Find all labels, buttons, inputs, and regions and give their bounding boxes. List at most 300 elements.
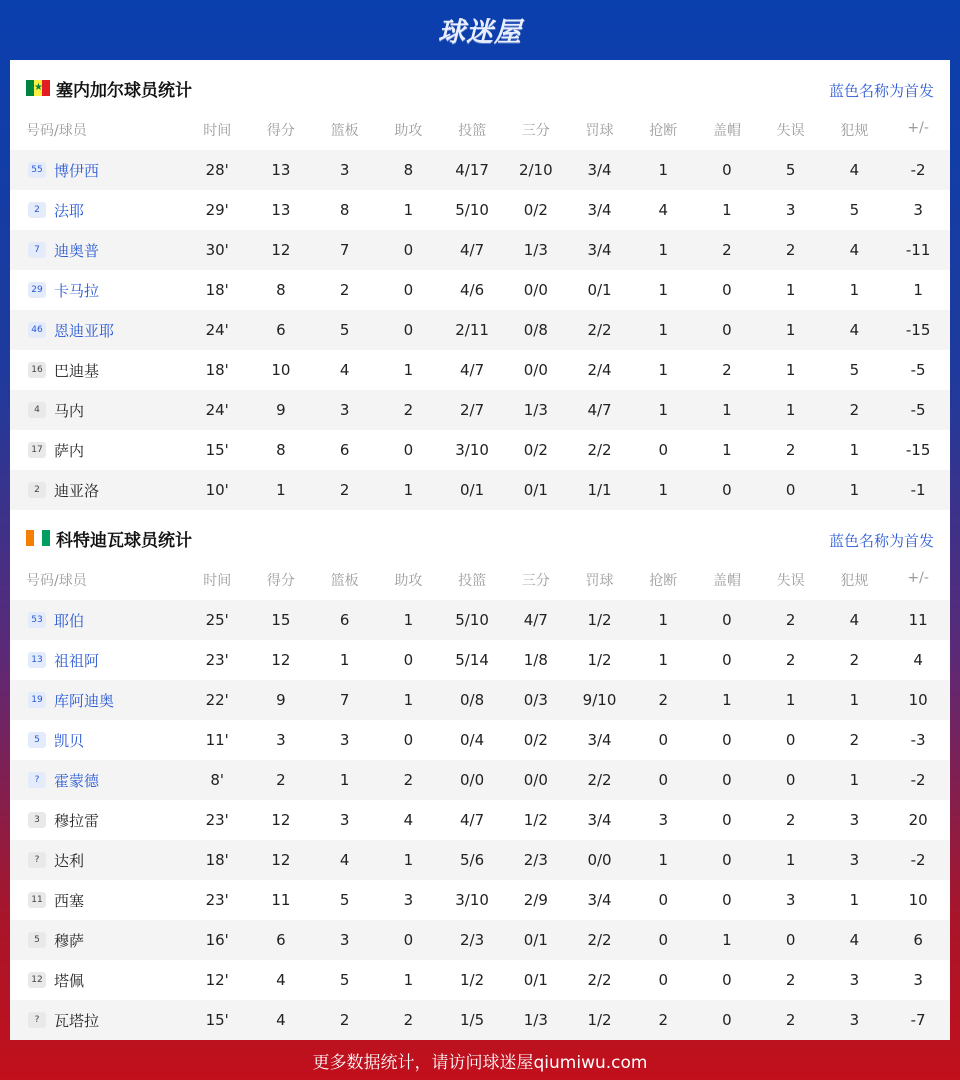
table-header-row xyxy=(10,118,950,150)
stat-cell: 3/4 xyxy=(568,800,632,840)
team-title: 塞内加尔球员统计 xyxy=(56,81,192,101)
table-row xyxy=(10,310,950,350)
player-cell xyxy=(10,640,185,680)
jersey-number-badge: 53 xyxy=(28,612,46,628)
stat-cell: 0/0 xyxy=(504,350,568,390)
stat-cell: 5/10 xyxy=(440,600,504,640)
stat-cell: 18' xyxy=(185,270,249,310)
stat-cell: 2 xyxy=(313,270,377,310)
stat-cell: 25' xyxy=(185,600,249,640)
stat-cell: 1 xyxy=(759,680,823,720)
stat-cell: 1 xyxy=(249,470,313,510)
stat-cell: 11 xyxy=(249,880,313,920)
player-name-link[interactable]: 法耶 xyxy=(54,201,85,220)
table-row xyxy=(10,960,950,1000)
player-cell xyxy=(10,190,185,230)
stat-cell: 2 xyxy=(823,390,887,430)
player-stats-table xyxy=(10,118,950,510)
jersey-number-badge: 19 xyxy=(28,692,46,708)
flag-star-icon: ★ xyxy=(34,82,43,93)
flag-stripe xyxy=(26,80,34,96)
stat-cell: 0/8 xyxy=(504,310,568,350)
team-flag-icon xyxy=(26,80,50,96)
stat-cell: 18' xyxy=(185,840,249,880)
stat-cell: 15' xyxy=(185,430,249,470)
stat-cell: 3 xyxy=(313,720,377,760)
jersey-number-badge: 7 xyxy=(28,242,46,258)
stat-cell: 0 xyxy=(759,470,823,510)
stat-cell: 2 xyxy=(631,1000,695,1040)
jersey-number-badge: 55 xyxy=(28,162,46,178)
stat-cell: -2 xyxy=(886,150,950,190)
stat-cell: 1 xyxy=(695,390,759,430)
stat-cell: 0/0 xyxy=(504,760,568,800)
stat-cell: 28' xyxy=(185,150,249,190)
stat-cell: 1 xyxy=(823,270,887,310)
stat-cell: 1/5 xyxy=(440,1000,504,1040)
jersey-number-badge: 3 xyxy=(28,812,46,828)
stat-cell: 2 xyxy=(377,1000,441,1040)
stat-cell: 5/10 xyxy=(440,190,504,230)
column-header: 盖帽 xyxy=(712,573,741,589)
stat-cell: 0 xyxy=(695,840,759,880)
stat-cell: 4 xyxy=(631,190,695,230)
stat-cell: 2 xyxy=(759,600,823,640)
stat-cell: 7 xyxy=(313,230,377,270)
table-row xyxy=(10,840,950,880)
player-name-link[interactable]: 穆拉雷 xyxy=(54,811,100,830)
stat-cell: 1 xyxy=(823,760,887,800)
player-cell xyxy=(10,310,185,350)
stat-cell: 1 xyxy=(823,430,887,470)
column-header: 失误 xyxy=(776,573,805,589)
player-cell xyxy=(10,350,185,390)
column-header: 助攻 xyxy=(394,573,423,589)
player-name-link[interactable]: 迪亚洛 xyxy=(54,481,100,500)
stat-cell: 11 xyxy=(886,600,950,640)
table-row xyxy=(10,150,950,190)
player-cell xyxy=(10,470,185,510)
stat-cell: 1/3 xyxy=(504,1000,568,1040)
stat-cell: 3 xyxy=(313,920,377,960)
stat-cell: 3/4 xyxy=(568,720,632,760)
column-header: 号码/球员 xyxy=(26,123,87,139)
stat-cell: 3/4 xyxy=(568,880,632,920)
table-row xyxy=(10,230,950,270)
stat-cell: 3 xyxy=(631,800,695,840)
stat-cell: 3 xyxy=(759,880,823,920)
stat-cell: 1/2 xyxy=(440,960,504,1000)
stat-cell: 2 xyxy=(377,390,441,430)
table-row xyxy=(10,600,950,640)
stat-cell: 0 xyxy=(695,470,759,510)
stat-cell: 4 xyxy=(249,1000,313,1040)
column-header: +/- xyxy=(907,570,929,586)
stat-cell: 1 xyxy=(631,470,695,510)
stat-cell: 1/2 xyxy=(568,600,632,640)
stat-cell: 2 xyxy=(759,1000,823,1040)
stat-cell: 9 xyxy=(249,390,313,430)
player-name-link[interactable]: 恩迪亚耶 xyxy=(54,321,115,340)
table-row xyxy=(10,640,950,680)
stat-cell: 0 xyxy=(631,720,695,760)
stat-cell: 30' xyxy=(185,230,249,270)
stat-cell: 2 xyxy=(377,760,441,800)
stat-cell: 1/8 xyxy=(504,640,568,680)
stat-cell: 1 xyxy=(377,190,441,230)
column-header: 犯规 xyxy=(840,123,869,139)
stat-cell: 2 xyxy=(695,350,759,390)
stat-cell: 2/2 xyxy=(568,960,632,1000)
stat-cell: 1/2 xyxy=(568,640,632,680)
column-header: 三分 xyxy=(521,573,550,589)
column-header: 罚球 xyxy=(585,573,614,589)
table-row xyxy=(10,1000,950,1040)
stat-cell: 4/7 xyxy=(440,230,504,270)
player-name-link[interactable]: 马内 xyxy=(54,401,85,420)
jersey-number-badge: 46 xyxy=(28,322,46,338)
player-cell xyxy=(10,270,185,310)
stat-cell: 4 xyxy=(249,960,313,1000)
column-header: 投篮 xyxy=(458,573,487,589)
stat-cell: 1 xyxy=(631,840,695,880)
stat-cell: 0/2 xyxy=(504,430,568,470)
stat-cell: 1/3 xyxy=(504,230,568,270)
stat-cell: 3 xyxy=(823,800,887,840)
stat-cell: 3/4 xyxy=(568,230,632,270)
stat-cell: 3 xyxy=(377,880,441,920)
stat-cell: 1 xyxy=(377,840,441,880)
stat-cell: 8 xyxy=(313,190,377,230)
stat-cell: 5/14 xyxy=(440,640,504,680)
stat-cell: 29' xyxy=(185,190,249,230)
stat-cell: 2 xyxy=(631,680,695,720)
stat-cell: 5 xyxy=(823,350,887,390)
stat-cell: 2/9 xyxy=(504,880,568,920)
stat-cell: 22' xyxy=(185,680,249,720)
column-header: 抢断 xyxy=(649,123,678,139)
stat-cell: 1 xyxy=(377,960,441,1000)
flag-stripe xyxy=(42,530,50,546)
stat-cell: 24' xyxy=(185,310,249,350)
player-cell xyxy=(10,800,185,840)
stat-cell: 2 xyxy=(759,430,823,470)
player-cell xyxy=(10,150,185,190)
stat-cell: 0 xyxy=(377,920,441,960)
stat-cell: 2/11 xyxy=(440,310,504,350)
table-row xyxy=(10,390,950,430)
stat-cell: 3 xyxy=(313,800,377,840)
stat-cell: 10 xyxy=(886,880,950,920)
player-cell xyxy=(10,880,185,920)
stat-cell: 1/1 xyxy=(568,470,632,510)
stat-cell: 0 xyxy=(631,760,695,800)
team-header xyxy=(10,510,950,568)
stat-cell: 0/1 xyxy=(504,470,568,510)
player-name-link[interactable]: 瓦塔拉 xyxy=(54,1011,100,1030)
stat-cell: 2 xyxy=(759,230,823,270)
stat-cell: 10 xyxy=(249,350,313,390)
stat-cell: 8 xyxy=(377,150,441,190)
column-header: 篮板 xyxy=(330,123,359,139)
stat-cell: 0 xyxy=(695,310,759,350)
stat-cell: 8 xyxy=(249,430,313,470)
stat-cell: 4 xyxy=(823,920,887,960)
stat-cell: 12 xyxy=(249,800,313,840)
jersey-number-badge: 13 xyxy=(28,652,46,668)
stat-cell: 0 xyxy=(759,920,823,960)
table-row xyxy=(10,190,950,230)
stat-cell: 4/6 xyxy=(440,270,504,310)
player-cell xyxy=(10,720,185,760)
stat-cell: 1 xyxy=(823,470,887,510)
jersey-number-badge: 12 xyxy=(28,972,46,988)
stat-cell: 1 xyxy=(377,680,441,720)
stat-cell: 0/2 xyxy=(504,190,568,230)
stat-cell: 6 xyxy=(249,920,313,960)
stat-cell: 4 xyxy=(313,840,377,880)
stat-cell: 4 xyxy=(823,600,887,640)
stat-cell: 5 xyxy=(313,880,377,920)
stat-cell: 1 xyxy=(823,880,887,920)
stat-cell: 1 xyxy=(631,640,695,680)
stat-cell: 4/7 xyxy=(568,390,632,430)
stat-cell: 2/3 xyxy=(504,840,568,880)
stat-cell: 4 xyxy=(823,150,887,190)
stat-cell: 9 xyxy=(249,680,313,720)
player-name-link[interactable]: 库阿迪奥 xyxy=(54,691,115,710)
stat-cell: 23' xyxy=(185,640,249,680)
stat-cell: 23' xyxy=(185,800,249,840)
player-cell xyxy=(10,600,185,640)
stat-cell: 2 xyxy=(759,640,823,680)
stat-cell: 1 xyxy=(631,310,695,350)
column-header: +/- xyxy=(907,120,929,136)
player-name-link[interactable]: 巴迪基 xyxy=(54,361,100,380)
column-header: 号码/球员 xyxy=(26,573,87,589)
stat-cell: 2/2 xyxy=(568,310,632,350)
stat-cell: 0/1 xyxy=(568,270,632,310)
stat-cell: 3 xyxy=(886,190,950,230)
player-cell xyxy=(10,1000,185,1040)
stat-cell: 2 xyxy=(313,470,377,510)
column-header: 犯规 xyxy=(840,573,869,589)
site-logo[interactable]: 球迷屋 xyxy=(438,16,522,48)
stat-cell: 3 xyxy=(823,840,887,880)
stat-cell: 12 xyxy=(249,840,313,880)
stat-cell: 3 xyxy=(823,960,887,1000)
player-cell xyxy=(10,680,185,720)
stat-cell: 0 xyxy=(695,640,759,680)
stat-cell: 3 xyxy=(249,720,313,760)
flag-stripe xyxy=(34,530,42,546)
stat-cell: 1 xyxy=(695,430,759,470)
player-name-link[interactable]: 霍蒙德 xyxy=(54,771,100,790)
stat-cell: 1 xyxy=(631,230,695,270)
table-row xyxy=(10,470,950,510)
jersey-number-badge: 16 xyxy=(28,362,46,378)
player-name-link[interactable]: 凯贝 xyxy=(54,731,85,750)
stat-cell: 6 xyxy=(249,310,313,350)
stat-cell: 5 xyxy=(759,150,823,190)
stat-cell: 0/0 xyxy=(504,270,568,310)
stat-cell: 5/6 xyxy=(440,840,504,880)
stat-cell: 4 xyxy=(886,640,950,680)
stat-cell: 2/3 xyxy=(440,920,504,960)
player-cell xyxy=(10,920,185,960)
stat-cell: 0/3 xyxy=(504,680,568,720)
stat-cell: 2/2 xyxy=(568,920,632,960)
player-name-link[interactable]: 祖祖阿 xyxy=(54,651,100,670)
jersey-number-badge: 29 xyxy=(28,282,46,298)
stat-cell: 1 xyxy=(631,350,695,390)
stat-cell: 10' xyxy=(185,470,249,510)
table-row xyxy=(10,430,950,470)
stat-cell: 3/4 xyxy=(568,190,632,230)
stat-cell: 3/10 xyxy=(440,880,504,920)
stat-cell: 5 xyxy=(313,310,377,350)
table-row xyxy=(10,760,950,800)
stat-cell: 0/1 xyxy=(440,470,504,510)
stat-cell: 18' xyxy=(185,350,249,390)
stat-cell: 6 xyxy=(313,600,377,640)
stat-cell: 0 xyxy=(695,760,759,800)
stat-cell: 0/0 xyxy=(440,760,504,800)
stat-cell: -5 xyxy=(886,390,950,430)
stat-cell: 2 xyxy=(249,760,313,800)
stat-cell: 0 xyxy=(377,230,441,270)
stat-cell: 1 xyxy=(313,760,377,800)
column-header: 抢断 xyxy=(649,573,678,589)
table-row xyxy=(10,350,950,390)
stat-cell: 16' xyxy=(185,920,249,960)
team-title: 科特迪瓦球员统计 xyxy=(56,531,192,551)
stat-cell: 1 xyxy=(377,600,441,640)
column-header: 盖帽 xyxy=(712,123,741,139)
column-header: 时间 xyxy=(203,123,232,139)
player-cell xyxy=(10,430,185,470)
flag-stripe xyxy=(42,80,50,96)
stat-cell: 3/4 xyxy=(568,150,632,190)
team-header xyxy=(10,60,950,118)
stat-cell: -15 xyxy=(886,310,950,350)
stat-cell: 6 xyxy=(886,920,950,960)
table-row xyxy=(10,680,950,720)
jersey-number-badge: ? xyxy=(28,772,46,788)
player-name-link[interactable]: 穆萨 xyxy=(54,931,85,950)
stat-cell: 1 xyxy=(377,350,441,390)
stat-cell: 2 xyxy=(823,640,887,680)
stat-cell: 4/17 xyxy=(440,150,504,190)
stat-cell: 1/3 xyxy=(504,390,568,430)
stat-cell: 1 xyxy=(631,390,695,430)
stat-cell: 3 xyxy=(823,1000,887,1040)
table-row xyxy=(10,920,950,960)
stat-cell: -7 xyxy=(886,1000,950,1040)
footer-banner[interactable]: 更多数据统计，请访问球迷屋qiumiwu.com xyxy=(312,1052,648,1073)
player-name-link[interactable]: 迪奥普 xyxy=(54,241,100,260)
team-flag-icon xyxy=(26,530,50,546)
column-header: 篮板 xyxy=(330,573,359,589)
stat-cell: 3 xyxy=(313,150,377,190)
stat-cell: 1 xyxy=(631,270,695,310)
stat-cell: 3 xyxy=(313,390,377,430)
player-name-link[interactable]: 耶伯 xyxy=(54,611,85,630)
stat-cell: -1 xyxy=(886,470,950,510)
stat-cell: 10 xyxy=(886,680,950,720)
stat-cell: 13 xyxy=(249,150,313,190)
stat-cell: -2 xyxy=(886,840,950,880)
stat-cell: 0 xyxy=(759,720,823,760)
stat-cell: 6 xyxy=(313,430,377,470)
stat-cell: 4 xyxy=(377,800,441,840)
column-header: 时间 xyxy=(203,573,232,589)
stat-cell: 3/10 xyxy=(440,430,504,470)
stat-cell: 2/7 xyxy=(440,390,504,430)
jersey-number-badge: 5 xyxy=(28,732,46,748)
stat-cell: 1 xyxy=(759,310,823,350)
jersey-number-badge: 4 xyxy=(28,402,46,418)
stat-cell: 0 xyxy=(695,960,759,1000)
player-cell xyxy=(10,230,185,270)
table-row xyxy=(10,270,950,310)
jersey-number-badge: ? xyxy=(28,852,46,868)
team-section xyxy=(10,510,950,1040)
stat-cell: 20 xyxy=(886,800,950,840)
stat-cell: 1 xyxy=(759,350,823,390)
jersey-number-badge: 2 xyxy=(28,202,46,218)
stat-cell: 1 xyxy=(759,270,823,310)
player-name-link[interactable]: 博伊西 xyxy=(54,161,100,180)
column-header: 得分 xyxy=(266,573,295,589)
jersey-number-badge: ? xyxy=(28,1012,46,1028)
stat-cell: 2/2 xyxy=(568,430,632,470)
stat-cell: 12 xyxy=(249,640,313,680)
stat-cell: 12 xyxy=(249,230,313,270)
stat-cell: 0 xyxy=(695,1000,759,1040)
table-row xyxy=(10,880,950,920)
player-cell xyxy=(10,760,185,800)
stat-cell: 1 xyxy=(823,680,887,720)
stat-cell: 7 xyxy=(313,680,377,720)
stat-cell: 23' xyxy=(185,880,249,920)
stat-cell: 4 xyxy=(823,310,887,350)
player-name-link[interactable]: 西塞 xyxy=(54,891,85,910)
jersey-number-badge: 5 xyxy=(28,932,46,948)
stat-cell: 2 xyxy=(823,720,887,760)
stat-cell: 0 xyxy=(631,430,695,470)
stat-cell: 0 xyxy=(377,270,441,310)
stat-cell: 1 xyxy=(631,150,695,190)
stat-cell: 0/2 xyxy=(504,720,568,760)
jersey-number-badge: 17 xyxy=(28,442,46,458)
stat-cell: 0/0 xyxy=(568,840,632,880)
stat-cell: 1 xyxy=(313,640,377,680)
player-name-link[interactable]: 卡马拉 xyxy=(54,281,100,300)
stat-cell: 1 xyxy=(695,680,759,720)
stat-cell: 11' xyxy=(185,720,249,760)
player-name-link[interactable]: 达利 xyxy=(54,851,85,870)
stat-cell: -3 xyxy=(886,720,950,760)
stat-cell: 0 xyxy=(695,270,759,310)
stat-cell: 15' xyxy=(185,1000,249,1040)
stat-cell: 0 xyxy=(695,600,759,640)
player-cell xyxy=(10,390,185,430)
stat-cell: 4/7 xyxy=(440,800,504,840)
player-name-link[interactable]: 塔佩 xyxy=(54,971,85,990)
player-name-link[interactable]: 萨内 xyxy=(54,441,85,460)
stat-cell: 0 xyxy=(695,800,759,840)
